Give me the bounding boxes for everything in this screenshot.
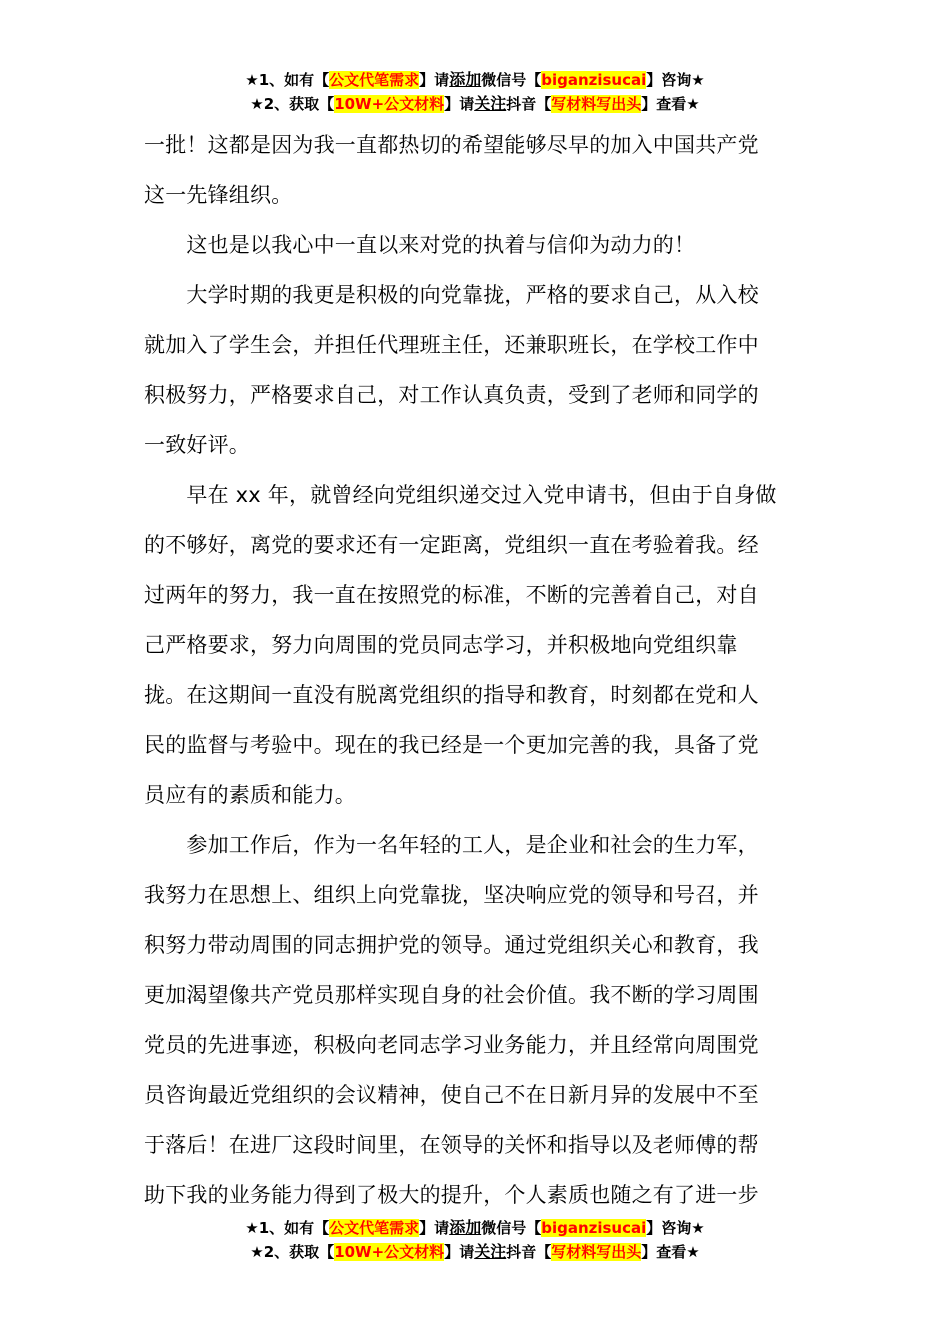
banner-text: 】查看★ [641,1243,700,1261]
body-line: 员咨询最近党组织的会议精神，使自己不在日新月异的发展中不至 [144,1083,759,1107]
banner-text: 】请 [444,95,475,113]
body-line: 过两年的努力，我一直在按照党的标准，不断的完善着自己，对自 [144,583,759,607]
body-line: 我努力在思想上、组织上向党靠拢，坚决响应党的领导和号召，并 [144,883,759,907]
banner-line-2 [0,92,950,116]
banner-text: 】请 [419,71,450,89]
highlight-service: 公文代笔需求 [329,71,420,89]
banner-text: ★1、如有【 [245,71,330,89]
highlight-wechat-id: biganzisucai [541,71,647,89]
body-line: 于落后！在进厂这段时间里，在领导的关怀和指导以及老师傅的帮 [144,1133,759,1157]
highlight-materials: 10W+公文材料 [334,1243,445,1261]
banner-emphasis: 添加 [449,1218,482,1237]
highlight-douyin-id: 写材料写出头 [551,95,642,113]
body-line: 积努力带动周围的同志拥护党的领导。通过党组织关心和教育，我 [144,933,759,957]
body-line: 大学时期的我更是积极的向党靠拢，严格的要求自己，从入校 [144,283,759,307]
body-line: 一致好评。 [144,433,250,457]
body-line: 更加渴望像共产党员那样实现自身的社会价值。我不断的学习周围 [144,983,759,1007]
banner-text: ★2、获取【 [250,1243,335,1261]
banner-emphasis: 关注 [474,1242,507,1261]
body-line: 一批！这都是因为我一直都热切的希望能够尽早的加入中国共产党 [144,133,759,157]
body-line: 拢。在这期间一直没有脱离党组织的指导和教育，时刻都在党和人 [144,683,759,707]
body-line: 己严格要求，努力向周围的党员同志学习，并积极地向党组织靠 [144,633,738,657]
body-line: 参加工作后，作为一名年轻的工人，是企业和社会的生力军， [144,833,759,857]
banner-text: 微信号【 [481,1219,542,1237]
highlight-douyin-id: 写材料写出头 [551,1243,642,1261]
banner-text: 抖音【 [506,1243,552,1261]
banner-emphasis: 关注 [474,94,507,113]
body-line: 党员的先进事迹，积极向老同志学习业务能力，并且经常向周围党 [144,1033,759,1057]
banner-text: 】请 [419,1219,450,1237]
body-line: 积极努力，严格要求自己，对工作认真负责，受到了老师和同学的 [144,383,759,407]
body-line: 就加入了学生会，并担任代理班主任，还兼职班长，在学校工作中 [144,333,759,357]
body-line: 助下我的业务能力得到了极大的提升，个人素质也随之有了进一步 [144,1183,759,1207]
banner-text: 】查看★ [641,95,700,113]
banner-line-1 [0,1216,950,1240]
footer-banner [0,1216,950,1264]
body-line: 员应有的素质和能力。 [144,783,356,807]
banner-text: ★2、获取【 [250,95,335,113]
body-line: 这也是以我心中一直以来对党的执着与信仰为动力的！ [144,233,696,257]
banner-text: 】咨询★ [646,71,705,89]
highlight-materials: 10W+公文材料 [334,95,445,113]
banner-line-1 [0,68,950,92]
body-line: 这一先锋组织。 [144,183,293,207]
body-line: 民的监督与考验中。现在的我已经是一个更加完善的我，具备了党 [144,733,759,757]
body-line: 早在 xx 年，就曾经向党组织递交过入党申请书，但由于自身做 [144,483,777,507]
banner-text: 】请 [444,1243,475,1261]
banner-line-2 [0,1240,950,1264]
banner-text: 】咨询★ [646,1219,705,1237]
highlight-wechat-id: biganzisucai [541,1219,647,1237]
highlight-service: 公文代笔需求 [329,1219,420,1237]
banner-text: 抖音【 [506,95,552,113]
banner-text: 微信号【 [481,71,542,89]
banner-text: ★1、如有【 [245,1219,330,1237]
banner-emphasis: 添加 [449,70,482,89]
document-body [144,120,806,1220]
header-banner [0,68,950,116]
body-line: 的不够好，离党的要求还有一定距离，党组织一直在考验着我。经 [144,533,759,557]
